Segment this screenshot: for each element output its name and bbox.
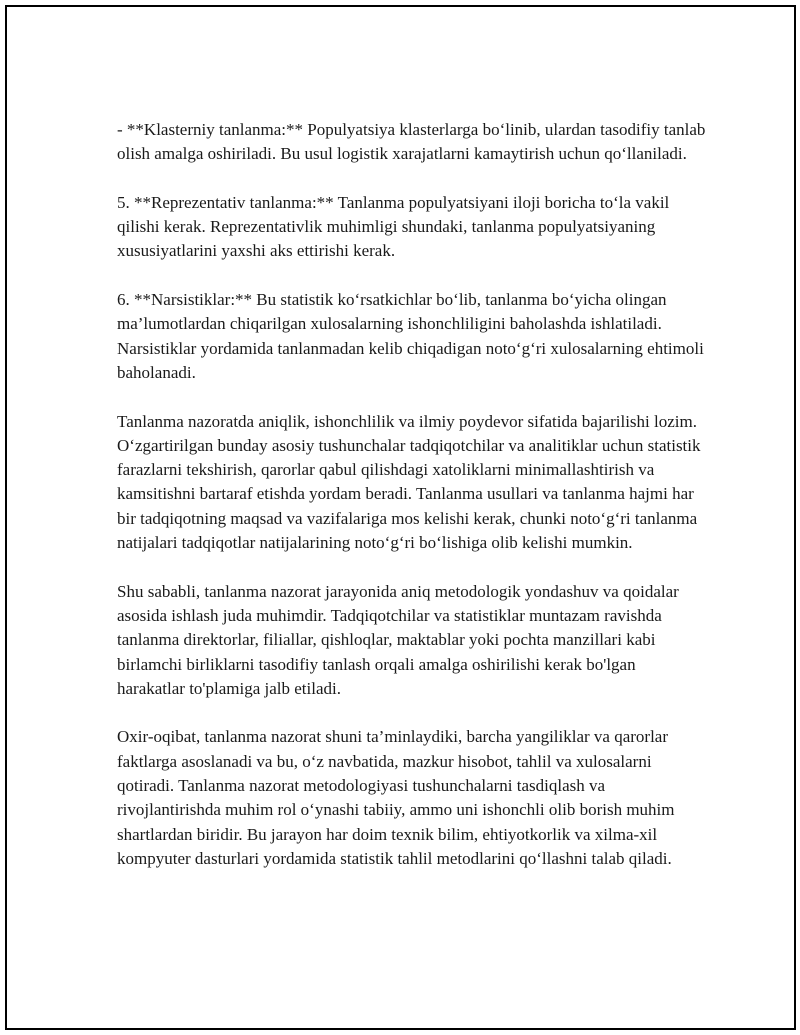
paragraph-shu-sababli: Shu sababli, tanlanma nazorat jarayonida aniq metodologik yondashuv va qoidalar asosida ishlash juda muhimdir. Tadqiqotchilar va statistiklar muntazam ravishda tanlanma direktorlar, filiallar, qishloqlar, maktablar yoki pochta manzillari kabi birlamchi birliklarni tasodifiy tanlash orqali amalga oshirilishi kerak bo'lgan harakatlar to'plamiga jalb etiladi. (117, 581, 679, 698)
paragraph-reprezentativ-tanlanma: 5. **Reprezentativ tanlanma:** Tanlanma populyatsiyani iloji boricha to‘la vakil qilishi kerak. Reprezentativlik muhimligi shundaki, tanlanma populyatsiyaning xususiyatlarini yaxshi aks ettirishi kerak. (117, 192, 670, 261)
paragraph-klasterniy-tanlanma: - **Klasterniy tanlanma:** Populyatsiya klasterlarga bo‘linib, ulardan tasodifiy tanlab olish amalga oshiriladi. Bu usul logistik xarajatlarni kamaytirish uchun qo‘llaniladi. (117, 120, 706, 164)
document-body (117, 118, 707, 871)
paragraph-oxir-oqibat: Oxir-oqibat, tanlanma nazorat shuni ta’minlaydiki, barcha yangiliklar va qarorlar faktlarga asoslanadi va bu, o‘z navbatida, mazkur hisobot, tahlil va xulosalarni qotiradi. Tanlanma nazorat metodologiyasi tushunchalarni tasdiqlash va rivojlantirishda muhim rol o‘ynashi tabiiy, ammo uni ishonchli olib borish muhim shartlardan biridir. Bu jarayon har doim texnik bilim, ehtiyotkorlik va xilma-xil kompyuter dasturlari yordamida statistik tahlil metodlarini qo‘llashni talab qiladi. (117, 727, 675, 868)
paragraph-narsistiklar: 6. **Narsistiklar:** Bu statistik ko‘rsatkichlar bo‘lib, tanlanma bo‘yicha olingan ma’lumotlardan chiqarilgan xulosalarning ishonchliligini baholashda ishlatiladi. Narsistiklar yordamida tanlanmadan kelib chiqadigan noto‘g‘ri xulosalarning ehtimoli baholanadi. (117, 290, 704, 382)
paragraph-tanlanma-nazorat: Tanlanma nazoratda aniqlik, ishonchlilik va ilmiy poydevor sifatida bajarilishi lozim. O‘zgartirilgan bunday asosiy tushunchalar tadqiqotchilar va analitiklar uchun statistik farazlarni tekshirish, qarorlar qabul qilishdagi xatoliklarni minimallashtirish va kamsitishni bartaraf etishda yordam beradi. Tanlanma usullari va tanlanma hajmi har bir tadqiqotning maqsad va vazifalariga mos kelishi kerak, chunki noto‘g‘ri tanlanma natijalari tadqiqotlar natijalarining noto‘g‘ri bo‘lishiga olib kelishi mumkin. (117, 411, 701, 553)
